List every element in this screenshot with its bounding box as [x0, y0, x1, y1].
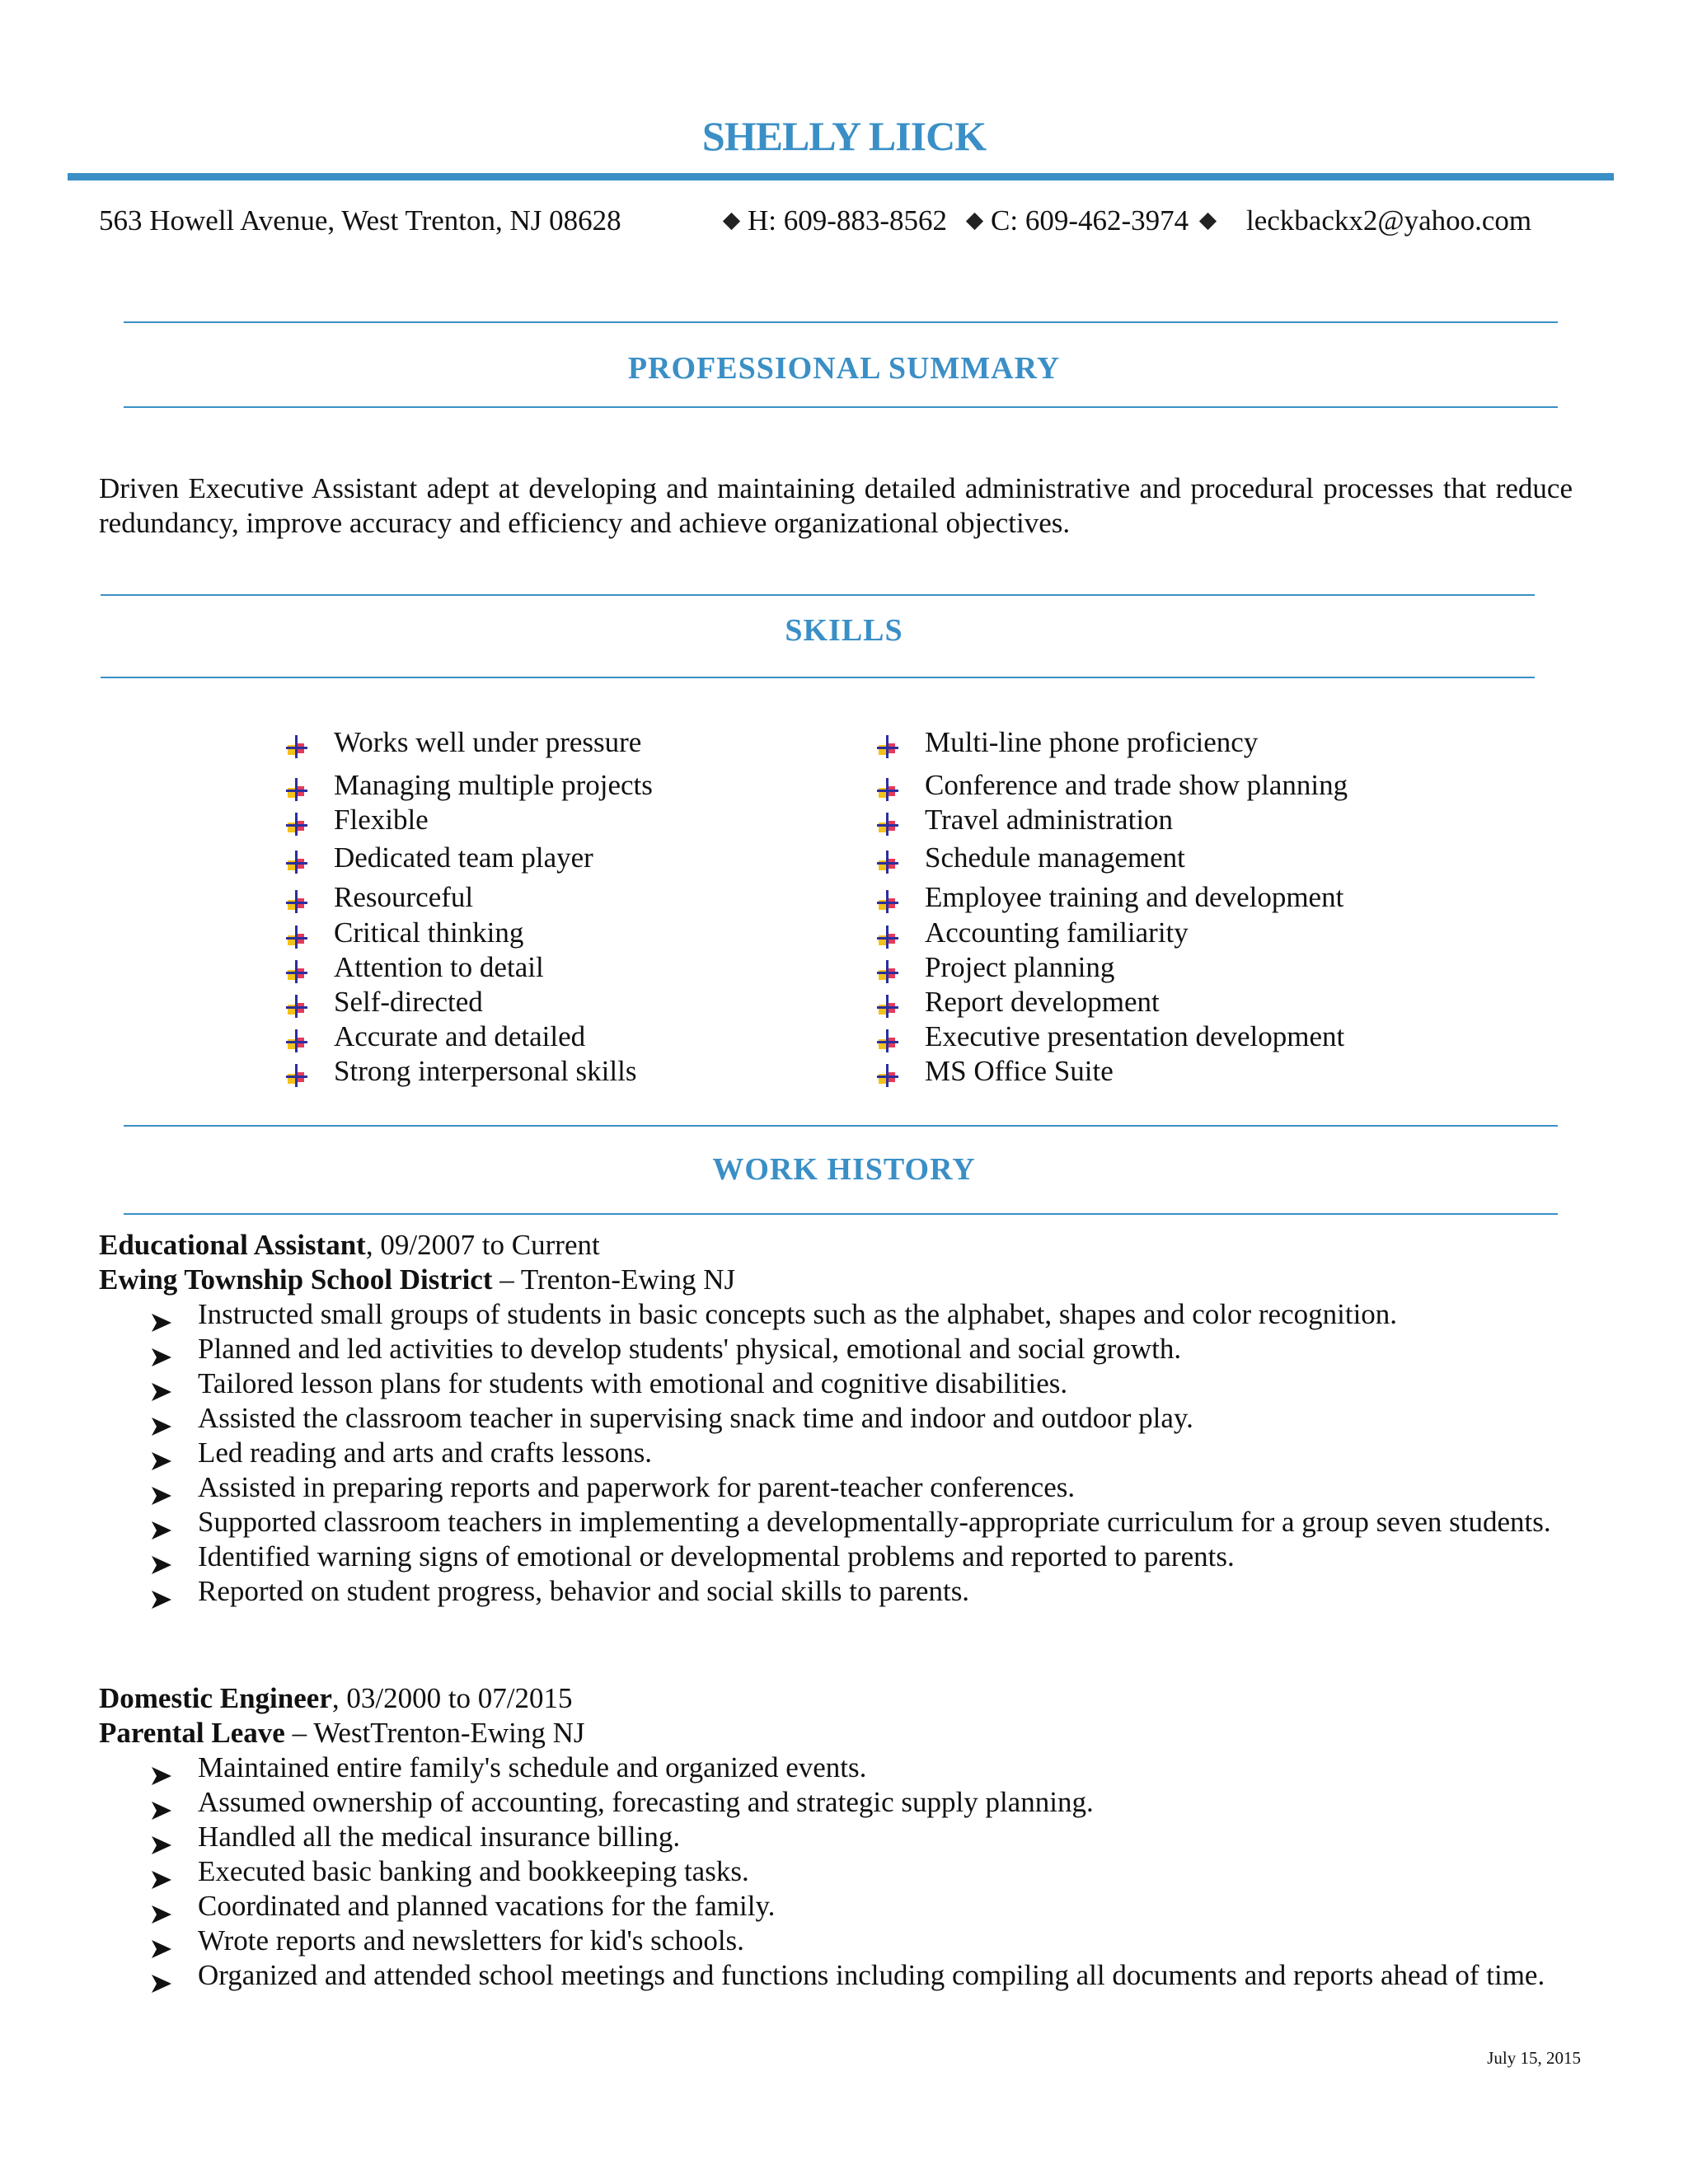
arrow-bullet-icon — [152, 1828, 171, 1846]
arrow-bullet-icon — [152, 1409, 171, 1427]
skill-label: Strong interpersonal skills — [334, 1055, 637, 1087]
skill-label: MS Office Suite — [925, 1055, 1114, 1087]
skill-label: Works well under pressure — [334, 726, 642, 758]
job-duties — [99, 1750, 1582, 1993]
job-title-line — [99, 1681, 573, 1716]
pushpin-bullet-icon — [286, 732, 307, 755]
skill-label: Multi-line phone proficiency — [925, 726, 1259, 758]
pushpin-bullet-icon — [286, 922, 307, 945]
skills-heading: SKILLS — [785, 613, 903, 648]
duty-item — [99, 1889, 1582, 1924]
skill-label: Attention to detail — [334, 951, 544, 983]
skill-label: Schedule management — [925, 841, 1185, 874]
duty-item — [99, 1574, 1582, 1609]
duty-item — [99, 1924, 1582, 1958]
skill-label: Accounting familiarity — [925, 916, 1189, 949]
duty-text: Identified warning signs of emotional or developmental problems and reported to parents. — [198, 1540, 1235, 1572]
skill-label: Managing multiple projects — [334, 769, 653, 801]
duty-text: Assisted in preparing reports and paperwork for parent-teacher conferences. — [198, 1471, 1076, 1503]
duty-item — [99, 1820, 1582, 1854]
duty-text: Reported on student progress, behavior and social skills to parents. — [198, 1575, 970, 1607]
skill-label: Resourceful — [334, 881, 474, 913]
duty-item — [99, 1958, 1582, 1993]
skill-label: Employee training and development — [925, 881, 1344, 913]
employer-location: – Trenton-Ewing NJ — [492, 1263, 736, 1296]
pushpin-bullet-icon — [286, 1026, 307, 1049]
pushpin-bullet-icon — [877, 991, 898, 1015]
section-rule — [124, 1213, 1558, 1215]
duty-item — [99, 1332, 1582, 1366]
pushpin-bullet-icon — [286, 809, 307, 832]
summary-text: Driven Executive Assistant adept at developing and maintaining detailed administrative and procedural processes that reduce redundancy, improve accuracy and efficiency and achieve organizational objectives. — [99, 472, 1573, 539]
pushpin-bullet-icon — [877, 957, 898, 980]
arrow-bullet-icon — [152, 1513, 171, 1531]
arrow-bullet-icon — [152, 1548, 171, 1566]
arrow-bullet-icon — [152, 1863, 171, 1881]
section-rule — [124, 321, 1558, 323]
diamond-icon — [723, 213, 740, 230]
job-title: Educational Assistant — [99, 1229, 366, 1261]
skill-label: Executive presentation development — [925, 1020, 1345, 1052]
pushpin-bullet-icon — [877, 1061, 898, 1084]
skill-label: Report development — [925, 986, 1160, 1018]
duty-item — [99, 1366, 1582, 1401]
duty-text: Planned and led activities to develop students' physical, emotional and social growth. — [198, 1333, 1182, 1365]
arrow-bullet-icon — [152, 1375, 171, 1393]
pushpin-bullet-icon — [286, 887, 307, 910]
pushpin-bullet-icon — [286, 1061, 307, 1084]
duty-item — [99, 1401, 1582, 1436]
email: leckbackx2@yahoo.com — [1246, 204, 1532, 237]
duty-item — [99, 1297, 1582, 1332]
job-duties — [99, 1297, 1582, 1609]
section-rule — [124, 1125, 1558, 1127]
duty-item — [99, 1470, 1582, 1505]
employer: Parental Leave — [99, 1717, 285, 1749]
arrow-bullet-icon — [152, 1444, 171, 1462]
duty-text: Assumed ownership of accounting, forecasting and strategic supply planning. — [198, 1786, 1094, 1818]
duty-text: Coordinated and planned vacations for the family. — [198, 1890, 776, 1922]
employer-line — [99, 1716, 585, 1750]
home-phone: H: 609-883-8562 — [748, 204, 948, 237]
section-rule — [101, 594, 1535, 596]
pushpin-bullet-icon — [877, 887, 898, 910]
pushpin-bullet-icon — [286, 991, 307, 1015]
job-title: Domestic Engineer — [99, 1682, 332, 1714]
summary-heading: PROFESSIONAL SUMMARY — [627, 351, 1061, 386]
arrow-bullet-icon — [152, 1793, 171, 1811]
diamond-icon — [1199, 213, 1217, 230]
duty-item — [99, 1505, 1582, 1540]
duty-text: Supported classroom teachers in implementing a developmentally-appropriate curriculum for a group seven students. — [198, 1506, 1551, 1538]
contact-line — [99, 203, 1582, 239]
pushpin-bullet-icon — [286, 775, 307, 798]
duty-text: Assisted the classroom teacher in supervising snack time and indoor and outdoor play. — [198, 1402, 1193, 1434]
pushpin-bullet-icon — [877, 922, 898, 945]
duty-item — [99, 1540, 1582, 1574]
duty-text: Tailored lesson plans for students with emotional and cognitive disabilities. — [198, 1367, 1068, 1399]
section-rule — [124, 406, 1558, 408]
duty-item — [99, 1854, 1582, 1889]
arrow-bullet-icon — [152, 1340, 171, 1358]
skill-label: Conference and trade show planning — [925, 769, 1348, 801]
candidate-name: SHELLY LIICK — [701, 113, 987, 159]
duty-text: Led reading and arts and crafts lessons. — [198, 1436, 653, 1469]
skill-label: Self-directed — [334, 986, 483, 1018]
arrow-bullet-icon — [152, 1897, 171, 1915]
arrow-bullet-icon — [152, 1932, 171, 1950]
diamond-icon — [966, 213, 983, 230]
job-dates: , 09/2007 to Current — [365, 1229, 600, 1261]
employer: Ewing Township School District — [99, 1263, 493, 1296]
pushpin-bullet-icon — [286, 847, 307, 870]
job-dates: , 03/2000 to 07/2015 — [331, 1682, 573, 1714]
skill-label: Flexible — [334, 804, 429, 836]
skill-label: Travel administration — [925, 804, 1174, 836]
duty-item — [99, 1436, 1582, 1470]
header-rule — [68, 173, 1614, 180]
skill-label: Project planning — [925, 951, 1115, 983]
arrow-bullet-icon — [152, 1759, 171, 1777]
skill-label: Critical thinking — [334, 916, 524, 949]
footer-date: July 15, 2015 — [1487, 2048, 1581, 2068]
duty-text: Instructed small groups of students in basic concepts such as the alphabet, shapes and color recognition. — [198, 1298, 1398, 1330]
duty-text: Wrote reports and newsletters for kid's schools. — [198, 1924, 744, 1957]
duty-text: Executed basic banking and bookkeeping tasks. — [198, 1855, 749, 1887]
duty-item — [99, 1785, 1582, 1820]
job-title-line — [99, 1228, 600, 1263]
pushpin-bullet-icon — [877, 809, 898, 832]
employer-line — [99, 1263, 735, 1297]
pushpin-bullet-icon — [877, 847, 898, 870]
arrow-bullet-icon — [152, 1582, 171, 1601]
skill-label: Accurate and detailed — [334, 1020, 586, 1052]
arrow-bullet-icon — [152, 1479, 171, 1497]
section-rule — [101, 677, 1535, 678]
work-heading: WORK HISTORY — [712, 1152, 976, 1187]
pushpin-bullet-icon — [877, 732, 898, 755]
duty-text: Maintained entire family's schedule and organized events. — [198, 1751, 867, 1783]
arrow-bullet-icon — [152, 1966, 171, 1985]
pushpin-bullet-icon — [877, 775, 898, 798]
pushpin-bullet-icon — [286, 957, 307, 980]
arrow-bullet-icon — [152, 1305, 171, 1324]
duty-item — [99, 1750, 1582, 1785]
duty-text: Handled all the medical insurance billing. — [198, 1821, 681, 1853]
pushpin-bullet-icon — [877, 1026, 898, 1049]
address: 563 Howell Avenue, West Trenton, NJ 08628 — [99, 204, 621, 237]
cell-phone: C: 609-462-3974 — [991, 204, 1189, 237]
employer-location: – WestTrenton-Ewing NJ — [284, 1717, 585, 1749]
skill-label: Dedicated team player — [334, 841, 593, 874]
duty-text: Organized and attended school meetings and functions including compiling all documents and reports ahead of time. — [198, 1959, 1545, 1991]
